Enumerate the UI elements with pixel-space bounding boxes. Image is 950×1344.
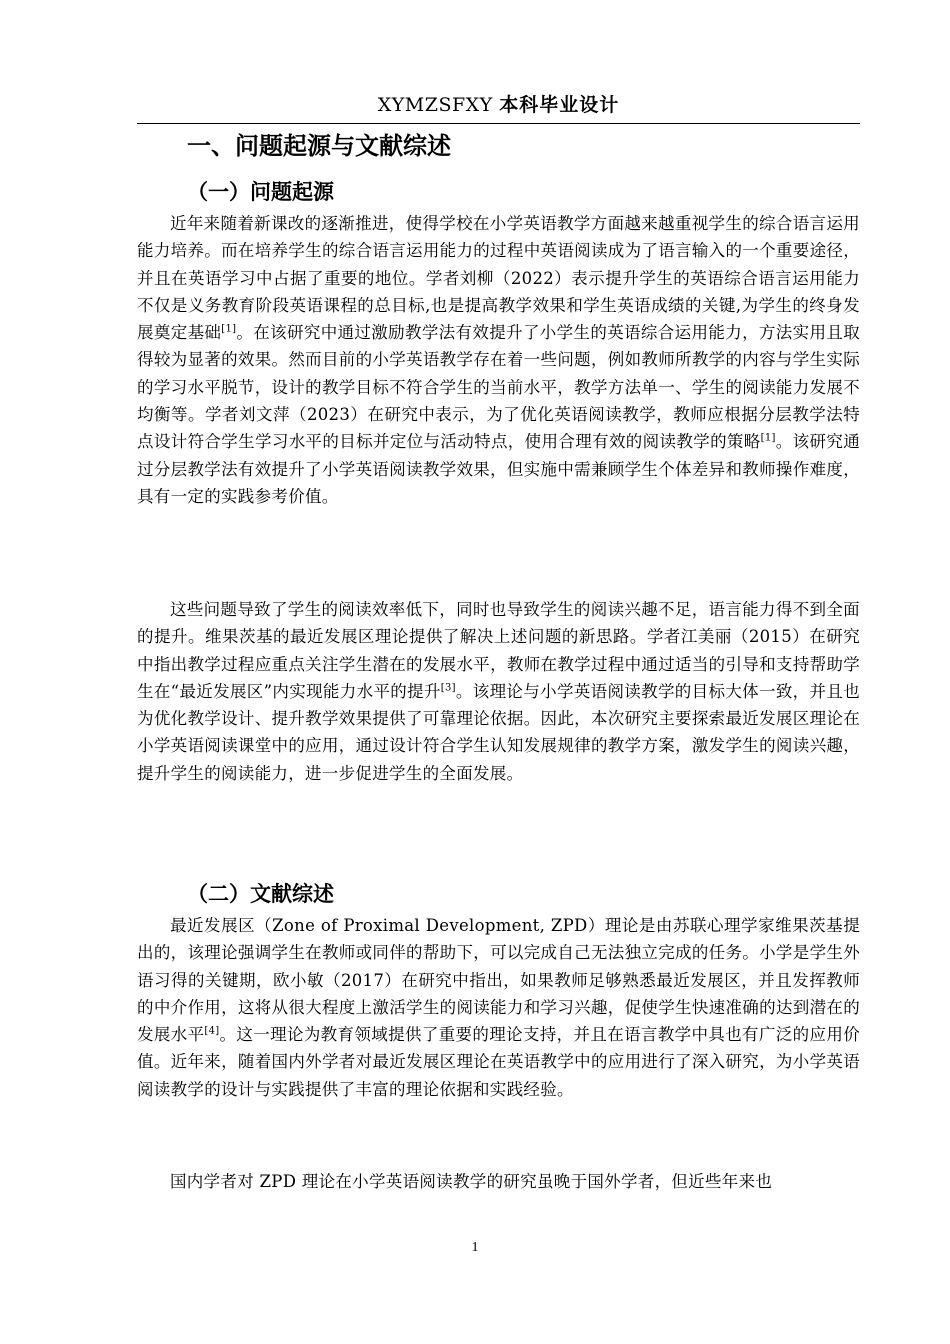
citation-ref: [1] (760, 432, 776, 444)
section-heading-review: （二）文献综述 (187, 882, 334, 906)
citation-ref: [4] (204, 1025, 220, 1037)
chapter-heading: 一、问题起源与文献综述 (187, 132, 451, 160)
p3-text-b: 。这一理论为教育领域提供了重要的理论支持，并且在语言教学中具也有广泛的应用价值。近年来，随着国内外学者对最近发展区理论在英语教学中的应用进行了深入研究，为小学英语阅读教学的设计与实践提供了丰富的理论依据和实践经验。 (137, 1025, 860, 1099)
p1-text-c: 。该研究通过分层教学法有效提升了小学英语阅读教学效果，但实施中需兼顾学生个体差异和教师操作难度，具有一定的实践参考价值。 (137, 432, 860, 506)
p2-text-b: 。该理论与小学英语阅读教学的目标大体一致，并且也为优化教学设计、提升教学效果提供了可靠理论依据。因此，本次研究主要探索最近发展区理论在小学英语阅读课堂中的应用，通过设计符合学生认知发展规律的教学方案，激发学生的阅读兴趣，提升学生的阅读能力，进一步促进学生的全面发展。 (137, 681, 860, 783)
paragraph-4 (137, 1168, 860, 1195)
page-number: 1 (471, 1240, 479, 1255)
p4-text-a: 国内学者对 ZPD 理论在小学英语阅读教学的研究虽晚于国外学者，但近些年来也 (170, 1172, 773, 1191)
paragraph-3 (137, 912, 860, 1103)
section-heading-origin: （一）问题起源 (187, 180, 334, 204)
paragraph-2 (137, 596, 860, 787)
header-latin: XYMZSFXY (377, 94, 493, 116)
header-title: 本科毕业设计 (499, 94, 620, 116)
citation-ref: [3] (440, 682, 456, 694)
running-header (137, 92, 860, 118)
p2-text-a: 这些问题导致了学生的阅读效率低下，同时也导致学生的阅读兴趣不足，语言能力得不到全面的提升。维果茨基的最近发展区理论提供了解决上述问题的新思路。学者江美丽（2015）在研究中指出教学过程应重点关注学生潜在的发展水平，教师在教学过程中通过适当的引导和支持帮助学生在“最近发展区”内实现能力水平的提升 (137, 600, 860, 701)
header-rule (137, 123, 860, 124)
p1-text-a: 近年来随着新课改的逐渐推进，使得学校在小学英语教学方面越来越重视学生的综合语言运用能力培养。而在培养学生的综合语言运用能力的过程中英语阅读成为了语言输入的一个重要途径，并且在英语学习中占据了重要的地位。学者刘柳（2022）表示提升学生的英语综合语言运用能力不仅是义务教育阶段英语课程的总目标,也是提高教学效果和学生英语成绩的关键,为学生的终身发展奠定基础 (137, 214, 860, 343)
p1-text-b: 。在该研究中通过激励教学法有效提升了小学生的英语综合运用能力，方法实用且取得较为显著的效果。然而目前的小学英语教学存在着一些问题，例如教师所教学的内容与学生实际的学习水平脱节，设计的教学目标不符合学生的当前水平，教学方法单一、学生的阅读能力发展不均衡等。学者刘文萍（2023）在研究中表示，为了优化英语阅读教学，教师应根据分层教学法特点设计符合学生学习水平的目标并定位与活动特点，使用合理有效的阅读教学的策略 (137, 323, 860, 452)
citation-ref: [1] (221, 323, 237, 335)
paragraph-1 (137, 210, 860, 510)
p3-text-a: 最近发展区（Zone of Proximal Development, ZPD）理论是由苏联心理学家维果茨基提出的，该理论强调学生在教师或同伴的帮助下，可以完成自己无法独立完成的任务。小学是学生外语习得的关键期，欧小敏（2017）在研究中指出，如果教师足够熟悉最近发展区，并且发挥教师的中介作用，这将从很大程度上激活学生的阅读能力和学习兴趣，促使学生快速准确的达到潜在的发展水平 (137, 916, 860, 1045)
